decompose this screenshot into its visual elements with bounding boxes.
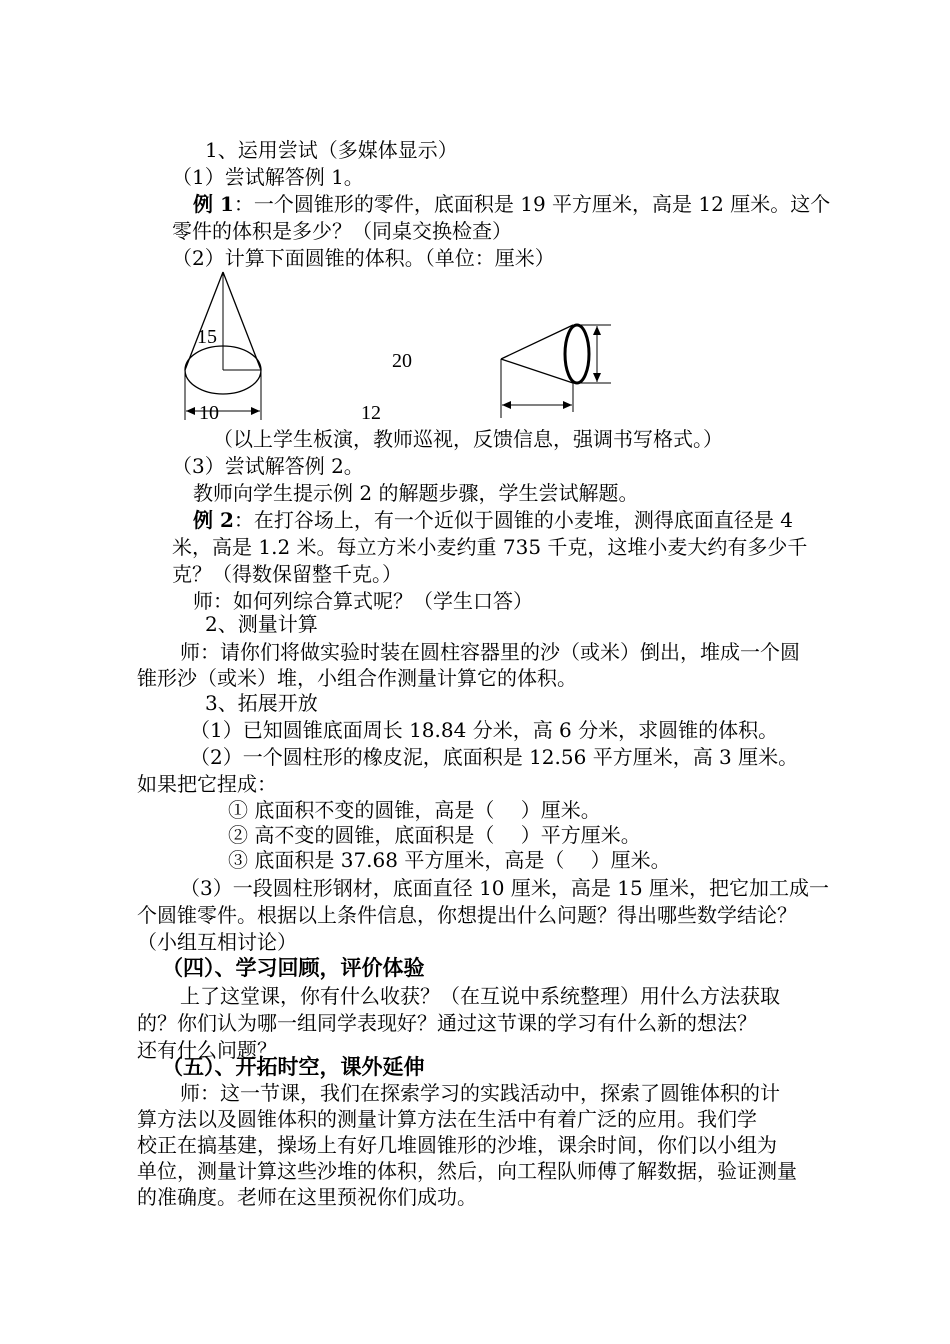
example-2-line xyxy=(193,507,793,533)
cone-1-height-label: 15 xyxy=(197,326,217,348)
paragraph: 的准确度。老师在这里预祝你们成功。 xyxy=(137,1185,477,1209)
paragraph: （1）尝试解答例 1。 xyxy=(172,165,364,189)
paragraph: 师：请你们将做实验时装在圆柱容器里的沙（或米）倒出，堆成一个圆 xyxy=(180,640,800,664)
example-1-text: ：一个圆锥形的零件，底面积是 19 平方厘米，高是 12 厘米。这个 xyxy=(233,192,831,216)
paragraph: 锥形沙（或米）堆，小组合作测量计算它的体积。 xyxy=(137,666,577,690)
list-item: ② 高不变的圆锥，底面积是（ ）平方厘米。 xyxy=(228,823,641,847)
cone-2-figure xyxy=(501,325,611,418)
paragraph: （3）尝试解答例 2。 xyxy=(172,454,364,478)
cone-2-diameter-label: 20 xyxy=(392,350,412,372)
paragraph: （2）一个圆柱形的橡皮泥，底面积是 12.56 平方厘米，高 3 厘米。 xyxy=(190,745,799,769)
paragraph: 还有什么问题？ xyxy=(137,1038,277,1062)
section-4-heading: （四）、学习回顾，评价体验 xyxy=(162,955,425,980)
paragraph: （1）已知圆锥底面周长 18.84 分米，高 6 分米，求圆锥的体积。 xyxy=(190,718,779,742)
paragraph: 校正在搞基建，操场上有好几堆圆锥形的沙堆，课余时间，你们以小组为 xyxy=(137,1133,777,1157)
paragraph: 克？（得数保留整千克。） xyxy=(172,562,402,586)
cone-2-height-label: 12 xyxy=(361,402,381,424)
cone-1-diameter-label: 10 xyxy=(199,402,219,424)
list-item: ③ 底面积是 37.68 平方厘米，高是（ ）厘米。 xyxy=(228,848,671,872)
example-2-text: ：在打谷场上，有一个近似于圆锥的小麦堆，测得底面直径是 4 xyxy=(233,508,793,532)
example-1-label: 例 1 xyxy=(193,192,234,216)
paragraph: 师：如何列综合算式呢？（学生口答） xyxy=(193,589,533,613)
paragraph: 算方法以及圆锥体积的测量计算方法在生活中有着广泛的应用。我们学 xyxy=(137,1107,757,1131)
example-2-label: 例 2 xyxy=(193,508,234,532)
section-3-title: 3、拓展开放 xyxy=(205,691,318,715)
paragraph: （2）计算下面圆锥的体积。（单位：厘米） xyxy=(172,246,555,270)
list-item: ① 底面积不变的圆锥，高是（ ）厘米。 xyxy=(228,798,601,822)
section-1-title: 1、运用尝试（多媒体显示） xyxy=(205,138,458,162)
section-5-heading: （五）、开拓时空，课外延伸 xyxy=(162,1054,425,1079)
paragraph: 个圆锥零件。根据以上条件信息，你想提出什么问题？得出哪些数学结论？ xyxy=(137,903,797,927)
paragraph: 师：这一节课，我们在探索学习的实践活动中，探索了圆锥体积的计 xyxy=(180,1081,780,1105)
paragraph: 的？你们认为哪一组同学表现好？通过这节课的学习有什么新的想法？ xyxy=(137,1011,757,1035)
paragraph: 如果把它捏成： xyxy=(137,772,277,796)
paragraph: 单位，测量计算这些沙堆的体积，然后，向工程队师傅了解数据，验证测量 xyxy=(137,1159,797,1183)
paragraph: 米，高是 1.2 米。每立方米小麦约重 735 千克，这堆小麦大约有多少千 xyxy=(172,535,808,559)
paragraph: 上了这堂课，你有什么收获？（在互说中系统整理）用什么方法获取 xyxy=(180,984,780,1008)
paragraph: （小组互相讨论） xyxy=(137,930,297,954)
cone-1-figure xyxy=(185,272,261,424)
paragraph: （以上学生板演，教师巡视，反馈信息，强调书写格式。） xyxy=(213,427,723,451)
paragraph: 教师向学生提示例 2 的解题步骤，学生尝试解题。 xyxy=(193,481,639,505)
section-2-title: 2、测量计算 xyxy=(205,612,318,636)
paragraph: 零件的体积是多少？（同桌交换检查） xyxy=(172,219,512,243)
paragraph: （3）一段圆柱形钢材，底面直径 10 厘米，高是 15 厘米，把它加工成一 xyxy=(180,876,830,900)
